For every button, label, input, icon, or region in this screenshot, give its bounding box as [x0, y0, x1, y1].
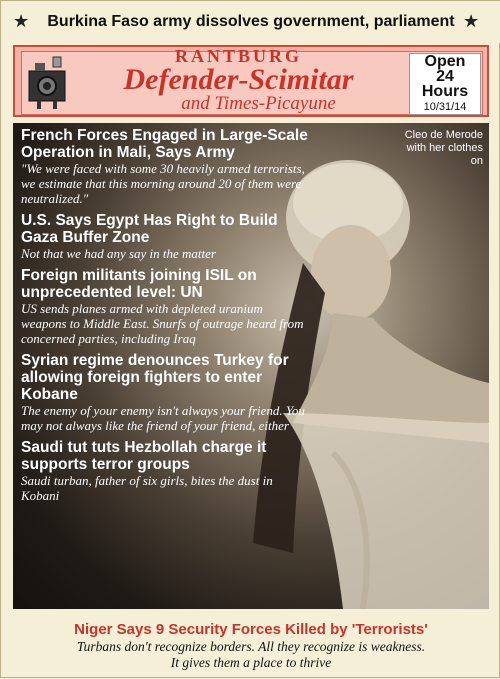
story-item[interactable]: [21, 212, 311, 261]
story-headline[interactable]: French Forces Engaged in Large-Scale Operation in Mali, Says Army: [21, 127, 308, 161]
masthead-line-defender: Defender-Scimitar: [123, 63, 354, 96]
story-item[interactable]: [21, 439, 311, 503]
bottom-dek-line-1: Turbans don't recognize borders. All they recognize is weakness.: [76, 639, 426, 654]
bottom-dek-line-2: It gives them a place to thrive: [170, 655, 332, 670]
bottom-story: [1, 621, 500, 679]
masthead-title: [71, 47, 406, 113]
open-label: Open: [424, 53, 466, 70]
story-item[interactable]: [21, 267, 311, 346]
story-headline[interactable]: Syrian regime denounces Turkey for allowing foreign fighters to enter Kobane: [21, 352, 289, 403]
story-list: [21, 127, 311, 509]
story-dek: "We were faced with some 30 heavily armed terrorists, we estimate that this morning around 20 of them were neutralized.": [21, 161, 305, 206]
camera-icon: [23, 53, 71, 109]
story-dek: US sends planes armed with depleted uranium weapons to Middle East. Snurfs of outrage heard from concerned parties, including Iraq: [21, 301, 304, 346]
photo-caption: Cleo de Merode with her clothes on: [404, 129, 483, 167]
bottom-headline[interactable]: Niger Says 9 Security Forces Killed by 'Terrorists': [74, 621, 428, 638]
story-dek: Saudi turban, father of six girls, bites the dust in Kobani: [21, 473, 273, 503]
open-24-hours-box: [409, 53, 481, 115]
story-headline[interactable]: Foreign militants joining ISIL on unprecedented level: UN: [21, 267, 257, 301]
masthead-line-rantburg: RANTBURG: [174, 46, 302, 66]
story-item[interactable]: [21, 127, 311, 206]
star-icon: ★: [463, 11, 480, 31]
top-headline[interactable]: Burkina Faso army dissolves government, parliament: [47, 13, 455, 30]
top-banner: [1, 1, 500, 43]
story-dek: The enemy of your enemy isn't always your friend. You may not always like the friend of your friend, either: [21, 403, 305, 433]
issue-date: 10/31/14: [423, 101, 467, 113]
star-icon: ★: [13, 11, 30, 31]
story-headline[interactable]: Saudi tut tuts Hezbollah charge it supports terror groups: [21, 439, 267, 473]
open-hours-number: 24: [436, 68, 454, 85]
story-headline[interactable]: U.S. Says Egypt Has Right to Build Gaza Buffer Zone: [21, 212, 278, 246]
story-dek: Not that we had any say in the matter: [21, 246, 216, 261]
open-hours-label: Hours: [421, 83, 469, 100]
masthead-line-times: and Times-Picayune: [181, 93, 336, 114]
story-item[interactable]: [21, 352, 311, 433]
